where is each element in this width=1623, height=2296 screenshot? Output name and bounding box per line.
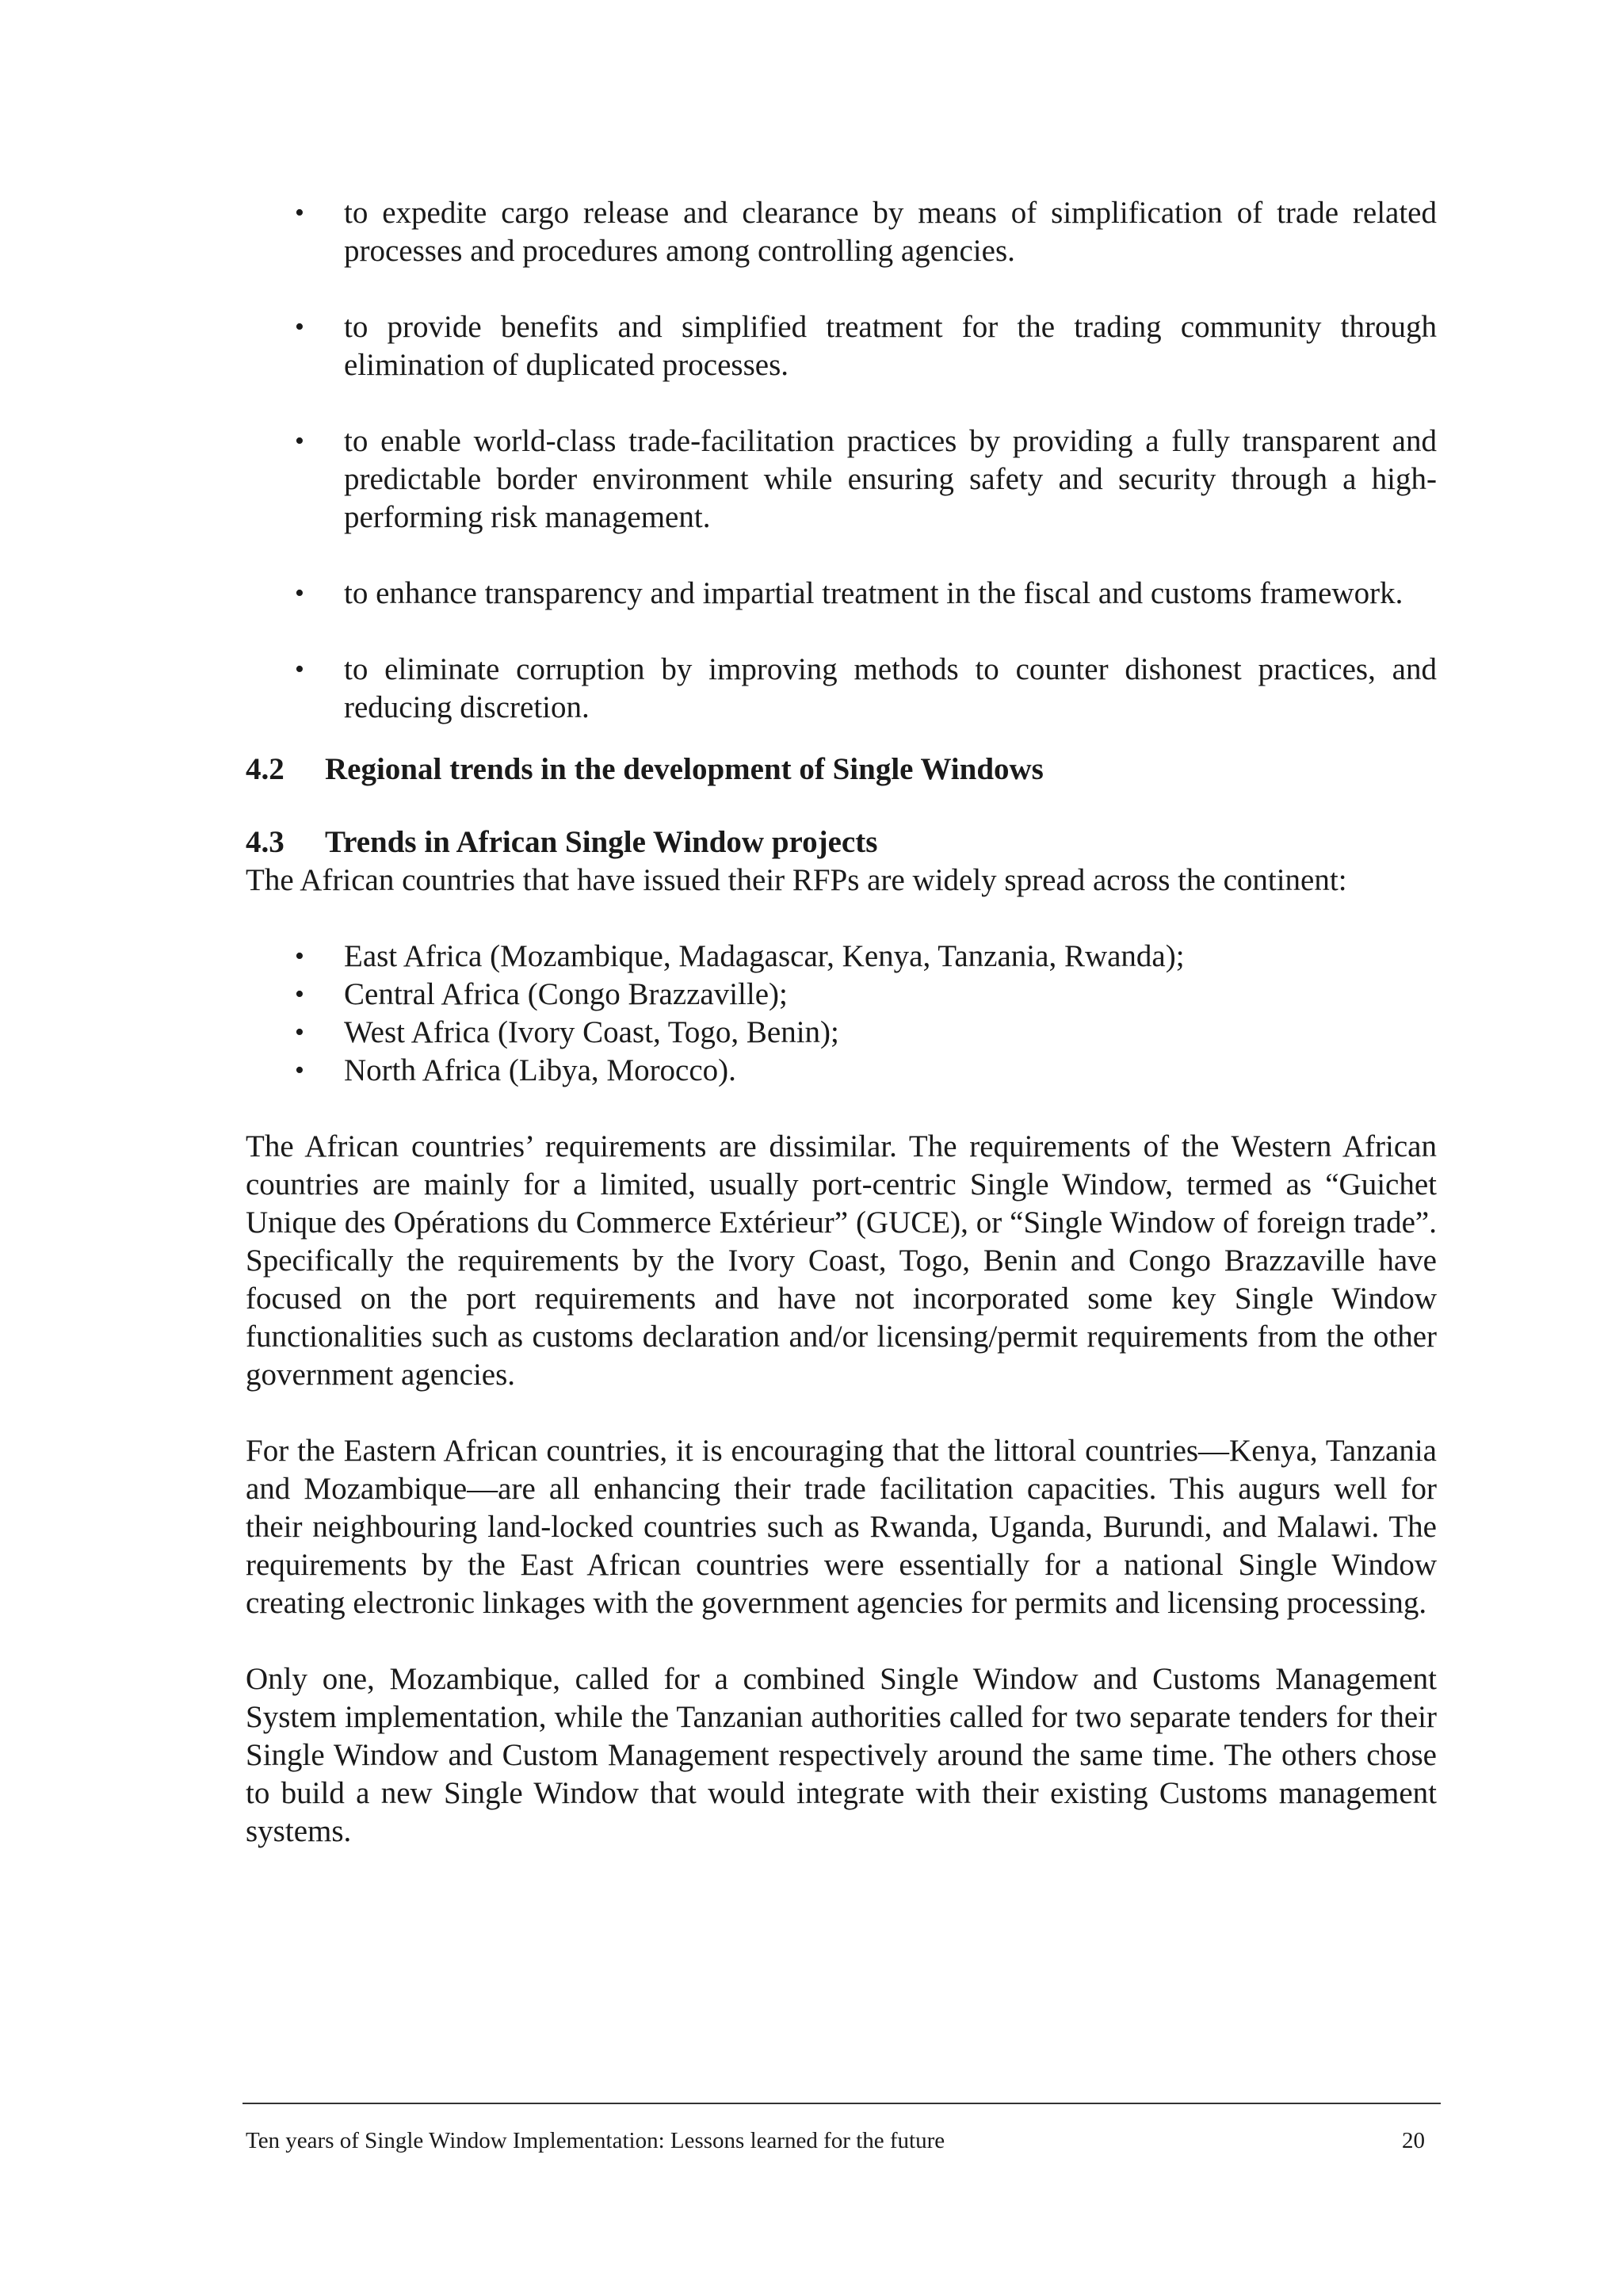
footer-title: Ten years of Single Window Implementation: Lessons learned for the future	[246, 2128, 945, 2153]
bullet-icon: •	[295, 312, 304, 342]
list-item: • to enhance transparency and impartial treatment in the fiscal and customs framework.	[246, 575, 1437, 613]
bullet-icon: •	[295, 426, 304, 456]
bullet-icon: •	[295, 980, 304, 1009]
objectives-list	[246, 194, 1437, 727]
list-item: • West Africa (Ivory Coast, Togo, Benin);	[246, 1014, 1437, 1052]
section-number: 4.3	[246, 825, 285, 859]
intro-paragraph: The African countries that have issued their RFPs are widely spread across the continent:	[246, 863, 1347, 897]
bullet-icon: •	[295, 579, 304, 608]
footer-divider	[242, 2103, 1441, 2104]
bullet-icon: •	[295, 1056, 304, 1085]
body-paragraph: The African countries’ requirements are dissimilar. The requirements of the Western African countries are mainly for a limited, usually port-centric Single Window, termed as “Guichet Unique des Opérations du Commerce Extérieur” (GUCE), or “Single Window of foreign trade”. Specifically the requirements by the Ivory Coast, Togo, Benin and Congo Brazzaville have focused on the port requirements and have not incorporated some key Single Window functionalities such as customs declaration and/or licensing/permit requirements from the other government agencies.	[246, 1129, 1437, 1392]
page-number: 20	[1402, 2128, 1425, 2153]
list-item: • to enable world-class trade-facilitation practices by providing a fully transparent and predictable border environment while ensuring safety and security through a high-performing risk management.	[295, 424, 1437, 534]
list-item: • North Africa (Libya, Morocco).	[246, 1052, 1437, 1090]
list-item: • to eliminate corruption by improving methods to counter dishonest practices, and reducing discretion.	[295, 652, 1437, 724]
list-item: • to provide benefits and simplified treatment for the trading community through elimination of duplicated processes.	[295, 310, 1437, 382]
section-title: Regional trends in the development of Single Windows	[325, 752, 1044, 786]
body-paragraph: For the Eastern African countries, it is encouraging that the littoral countries—Kenya, Tanzania and Mozambique—are all enhancing their trade facilitation capacities. This augurs well for their neighbouring land-locked countries such as Rwanda, Uganda, Burundi, and Malawi. The requirements by the East African countries were essentially for a national Single Window creating electronic linkages with the government agencies for permits and licensing processing.	[246, 1434, 1437, 1620]
page-body	[246, 194, 1437, 1851]
section-title: Trends in African Single Window projects	[325, 825, 878, 859]
page-footer	[246, 2126, 1425, 2155]
bullet-icon: •	[295, 942, 304, 971]
regions-list	[246, 938, 1437, 1090]
section-number: 4.2	[246, 752, 285, 786]
bullet-icon: •	[295, 198, 304, 227]
bullet-icon: •	[295, 655, 304, 684]
bullet-icon: •	[295, 1018, 304, 1047]
section-heading-4-3	[246, 823, 1437, 861]
list-item: • East Africa (Mozambique, Madagascar, Kenya, Tanzania, Rwanda);	[246, 938, 1437, 976]
section-heading-4-2	[246, 751, 1437, 789]
list-item: • Central Africa (Congo Brazzaville);	[246, 976, 1437, 1014]
list-item: • to expedite cargo release and clearance by means of simplification of trade related processes and procedures among controlling agencies.	[295, 196, 1437, 268]
body-paragraph: Only one, Mozambique, called for a combined Single Window and Customs Management System implementation, while the Tanzanian authorities called for two separate tenders for their Single Window and Custom Management respectively around the same time. The others chose to build a new Single Window that would integrate with their existing Customs management systems.	[246, 1662, 1437, 1848]
